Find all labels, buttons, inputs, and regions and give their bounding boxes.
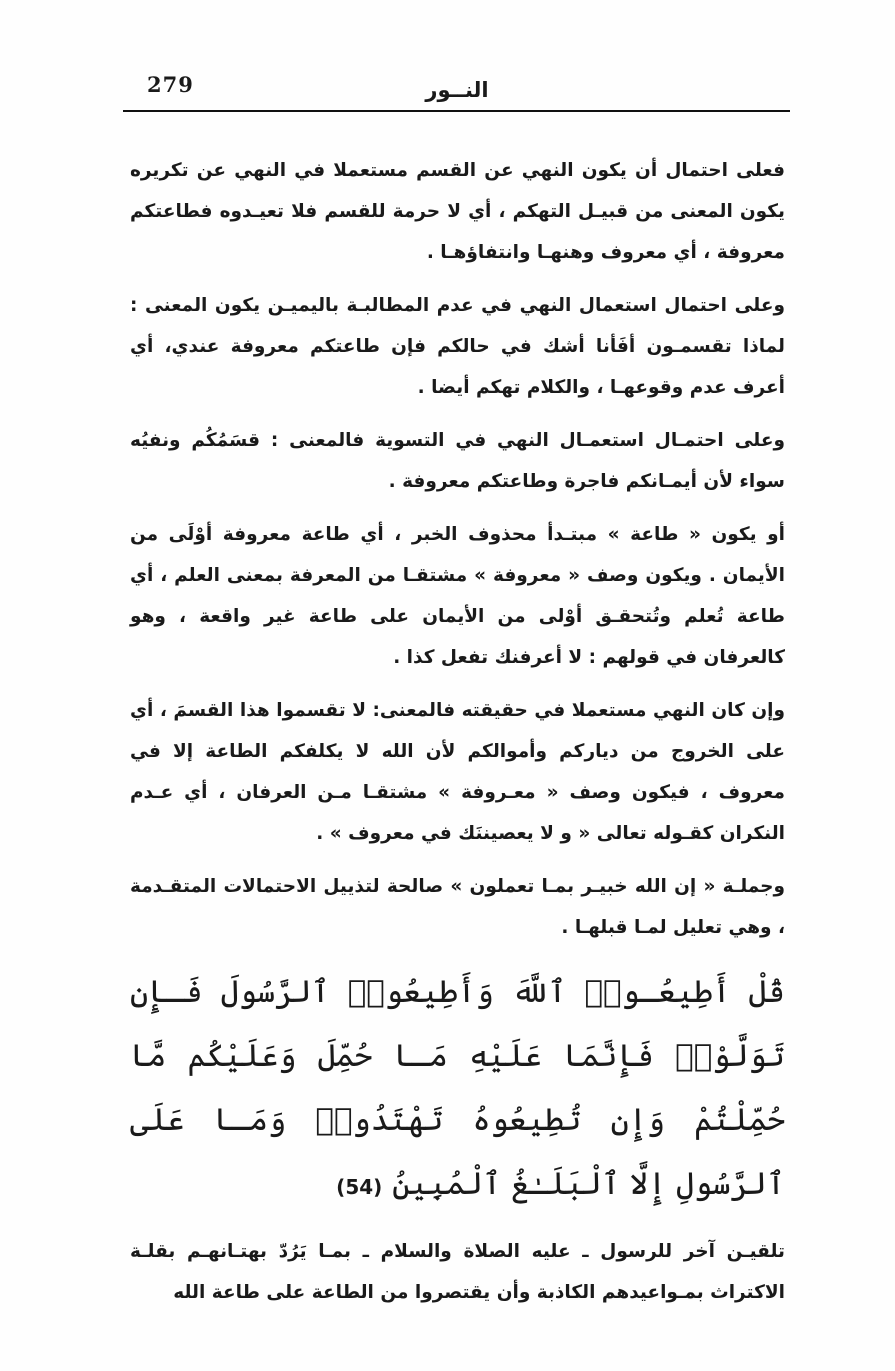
page-header xyxy=(125,70,789,110)
page-number: 279 xyxy=(147,72,194,97)
running-title: النــور xyxy=(425,78,489,102)
verse-text: قُلْ أَطِيعُـوا۟ ٱللَّهَ وَأَطِيعُوا۟ ٱلرَّسُولَ فَـإِن تَوَلَّوْا۟ فَإِنَّمَا عَلَيْهِ مَـا حُمِّلَ وَعَلَيْكُم مَّا حُمِّلْتُمْ وَإِن تُطِيعُوهُ تَهْتَدُوا۟ وَمَـا عَلَى ٱلرَّسُولِ إِلَّا ٱلْبَلَـٰغُ ٱلْمُبِينُ xyxy=(130,974,785,1202)
commentary-paragraph: تلقيـن آخر للرسول ـ عليه الصلاة والسلام ـ بمـا يَرُدّ بهتـانهـم بقلـة الاكتراث بمـواعيدهم الكاذبة وأن يقتصروا من الطاعة على طاعة الله xyxy=(130,1241,785,1303)
quran-verse xyxy=(130,960,785,1219)
paragraph-3: وعلى احتمـال استعمـال النهي في التسوية فالمعنى : قسَمُكُم ونفيُه سواء لأن أيمـانكم فاجرة وطاعتكم معروفة . xyxy=(130,430,785,492)
main-text xyxy=(130,150,785,1325)
header-divider xyxy=(123,110,790,112)
paragraph-5: وإن كان النهي مستعملا في حقيقته فالمعنى: لا تقسموا هذا القسمَ ، أي على الخروج من دياركم وأموالكم لأن الله لا يكلفكم الطاعة إلا في معروف ، فيكون وصف « معـروفة » مشتقـا مـن العرفان ، أي عـدم النكران كقـوله تعالى « و لا يعصيننَك في معروف » . xyxy=(130,700,785,844)
paragraph-2: وعلى احتمال استعمال النهي في عدم المطالبـة باليميـن يكون المعنى : لماذا تقسمـون أفَأنا أشك في حالكم فإن طاعتكم معروفة عندي، أي أعرف عدم وقوعهـا ، والكلام تهكم أيضا . xyxy=(130,295,785,398)
verse-number: (54) xyxy=(336,1175,383,1199)
paragraph-6: وجملـة « إن الله خبيـر بمـا تعملون » صالحة لتذييل الاحتمالات المتقـدمة ، وهي تعليل لمـا قبلهـا . xyxy=(130,876,785,938)
paragraph-1: فعلى احتمال أن يكون النهي عن القسم مستعملا في النهي عن تكريره يكون المعنى من قبيـل التهكم ، أي لا حرمة للقسم فلا تعيـدوه فطاعتكم معروفة ، أي معروف وهنهـا وانتفاؤهـا . xyxy=(130,160,785,263)
paragraph-4: أو يكون « طاعة » مبتـدأ محذوف الخبر ، أي طاعة معروفة أوْلَى من الأيمان . ويكون وصف « معروفة » مشتقـا من المعرفة بمعنى العلم ، أي طاعة تُعلم وتُتحقـق أوْلى من الأيمان على طاعة غير واقعة ، وهو كالعرفان في قولهم : لا أعرفنك تفعل كذا . xyxy=(130,524,785,668)
